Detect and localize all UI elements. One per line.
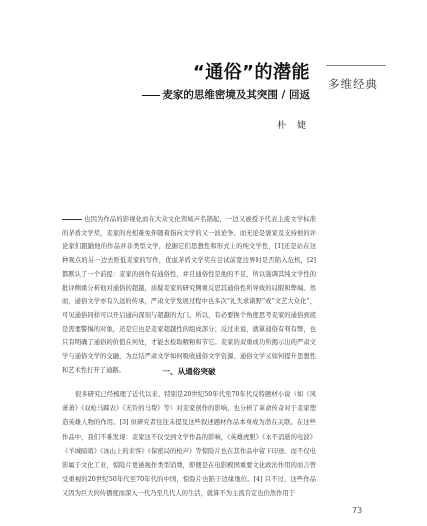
column-divider <box>326 65 386 66</box>
subtitle-dash <box>142 95 160 96</box>
column-label: 多维经典 <box>328 77 378 91</box>
intro-paragraph-block <box>62 213 316 377</box>
article-subtitle-text: 麦家的思维密境及其突围 / 回返 <box>162 89 310 101</box>
intro-paragraph: 也因为作品的影视化而在大众文化领域声名鹊起，一边又被授予代表主流文学标准的茅盾文学奖，麦家的亮相难免伴随着指向文学的又一波论争。而无论是褒家及支持他的评论家们跟踊他的作品并非类型文学，挖掘它们思想性和形式上的纯文学性，[1]还是站在这种观点的另一边去贬低麦家的写作，优虑茅盾文学奖在尝试前宽边界时是否陷入危机，[2] 都默认了一个前提：麦家的创作有通俗性，并且通俗性是他的不足，所以强调其纯文学性的批评侧重分析他对通俗的超越，质疑麦家的研究侧重反思其通俗性所导致的局限和弊端。然而，通俗文学亦有久远的传承，严肃文学发展过程中也多次“礼失求诸野”或“文艺大众化”，可见通俗同样可以开启通向深刻与超越的大门。所以，有必要换个角度思考麦家的通俗到底是需要警惕的对象，还是它也是麦家超越性的组成部分；反过来说，就算通俗有利有弊，也只有明确了通俗的价值在何处，才能去检取精粕和节它。麦家的双重成功所揭示出的严肃文学与通俗文学的交融，为总结严肃文学如何吸收通俗文学资源、通俗文学又如何提升思想性和艺术性打开了通路。 <box>62 216 316 374</box>
page-number: 73 <box>352 506 363 515</box>
article-subtitle <box>140 87 310 102</box>
article-title: “通俗”的潜能 <box>192 62 310 83</box>
second-paragraph: 很多研究已经梳理了近代以来、特别是20世纪50年代至70年代反特题材小说（如《风萧萧》《双枪马蹄表》《无铃的马帮》等）对麦家创作的影响，也分析了革命传奇对于麦家塑造英雄人物的作用。[3] 但研究者往往未提及这些叙述题材作品本身成为潜在关联。在这些作品中，我们不难发现：麦家这不仅受到文学作品的影响，《英雄虎胆》《永不消逝的电波》《羊城暗哨》《冰山上的来客》《保密局的枪声》等惊险片也在其作品中留下印迹。而不仅电影属于文化工业，惊险片更被视作类型消费，即便是在电影殿国重要文化政治作用的而言曾受重视的20世纪50年代至70年代的中国，惊险片也陷于边缘地位。[4] 只不过，这些作品又因为巨大的传播度而深入一代乃至几代人的生活，就算不为主流肯定也仍然作用于 <box>62 391 316 498</box>
author-name: 朴 婕 <box>277 121 310 131</box>
second-paragraph-block <box>62 388 316 502</box>
section-heading: 一、从通俗突破 <box>162 367 216 376</box>
lead-dash <box>62 219 82 220</box>
